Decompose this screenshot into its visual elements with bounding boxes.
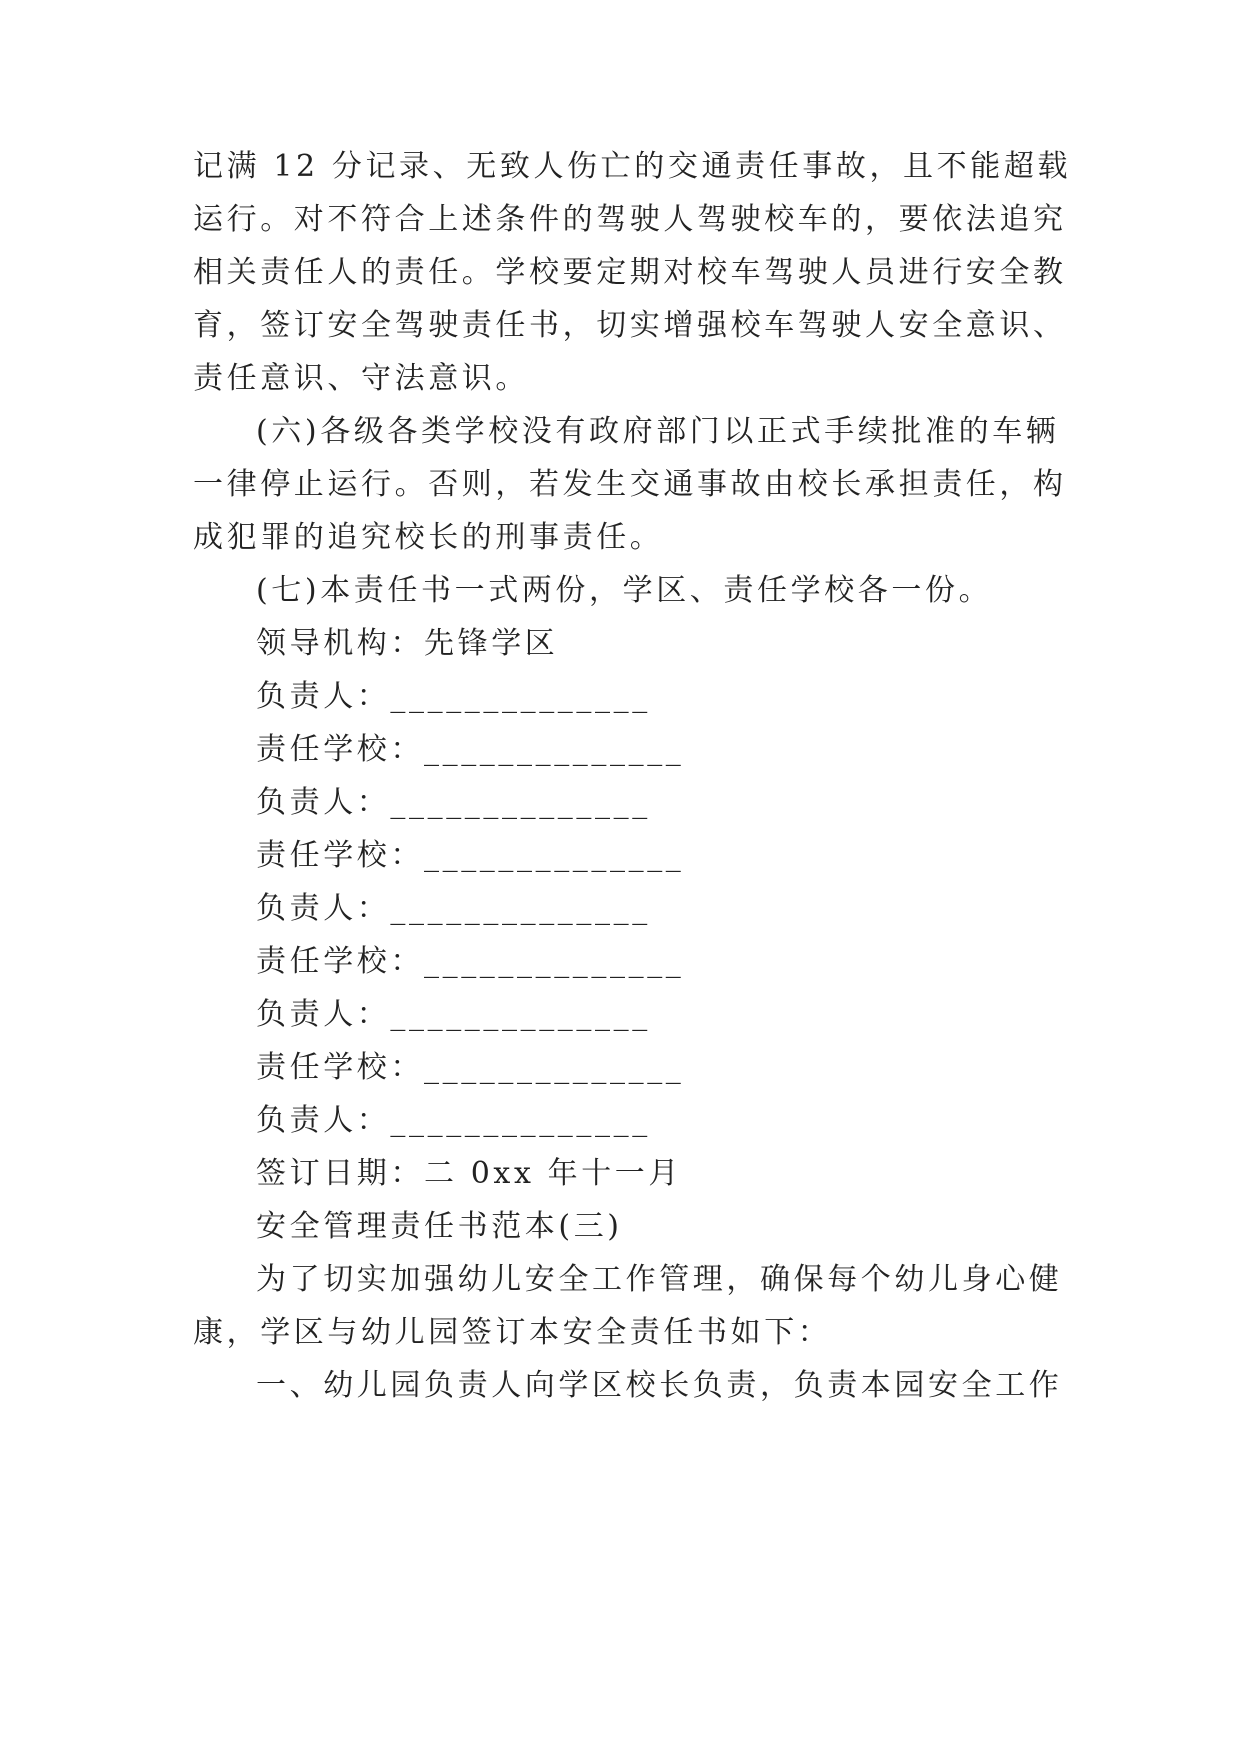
signature-line-responsible-school: 责任学校：______________	[256, 944, 685, 979]
signing-date: 签订日期：二 0xx 年十一月	[256, 1156, 682, 1191]
signature-line-responsible-person: 负责人：______________	[256, 785, 651, 820]
clause-seven: (七)本责任书一式两份，学区、责任学校各一份。	[256, 573, 993, 608]
intro-line: 康，学区与幼儿园签订本安全责任书如下：	[193, 1315, 832, 1350]
signature-line-responsible-person: 负责人：______________	[256, 1103, 651, 1138]
body-text-line: 责任意识、守法意识。	[193, 361, 529, 396]
body-text-line: 记满 12 分记录、无致人伤亡的交通责任事故，且不能超载	[193, 149, 1072, 184]
signature-line-responsible-school: 责任学校：______________	[256, 838, 685, 873]
signature-line-responsible-person: 负责人：______________	[256, 997, 651, 1032]
clause-six-line: 成犯罪的追究校长的刑事责任。	[193, 520, 664, 555]
section-title: 安全管理责任书范本(三)	[256, 1209, 623, 1244]
clause-six-line: 一律停止运行。否则，若发生交通事故由校长承担责任，构	[193, 467, 1067, 502]
body-text-line: 相关责任人的责任。学校要定期对校车驾驶人员进行安全教	[193, 255, 1067, 290]
body-text-line: 运行。对不符合上述条件的驾驶人驾驶校车的，要依法追究	[193, 202, 1067, 237]
signature-line-responsible-person: 负责人：______________	[256, 891, 651, 926]
clause-six-line: (六)各级各类学校没有政府部门以正式手续批准的车辆	[256, 414, 1060, 449]
intro-line: 为了切实加强幼儿安全工作管理，确保每个幼儿身心健	[256, 1262, 1063, 1297]
signature-line-responsible-school: 责任学校：______________	[256, 1050, 685, 1085]
signature-line-responsible-person: 负责人：______________	[256, 679, 651, 714]
signature-line-responsible-school: 责任学校：______________	[256, 732, 685, 767]
leading-organization: 领导机构：先锋学区	[256, 626, 559, 661]
item-one-line: 一、幼儿园负责人向学区校长负责，负责本园安全工作	[256, 1368, 1063, 1403]
body-text-line: 育，签订安全驾驶责任书，切实增强校车驾驶人安全意识、	[193, 308, 1067, 343]
